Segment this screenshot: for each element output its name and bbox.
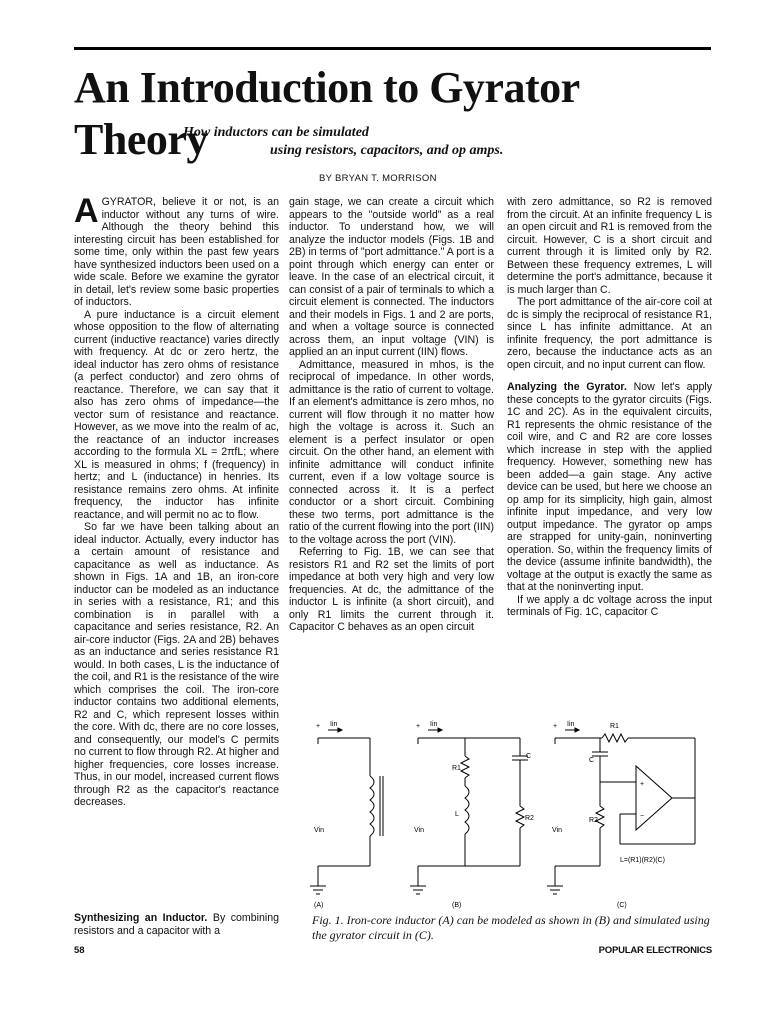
paragraph: If we apply a dc voltage across the input terminals of Fig. 1C, capacitor C [507,593,712,618]
label-vin-c: Vin [552,827,562,834]
label-iin-c: Iin [567,721,575,728]
section-heading: Analyzing the Gyrator. [507,381,627,393]
paragraph: A pure inductance is a circuit element whose opposition to the flow of alternating current (inductive reactance) varies directly with frequency. At dc or zero hertz, the ideal inductor has zero ohms of resistance (a perfect conductor) and zero ohms of reactance. Therefore, we can say that it also has zero ohms of impedance—the vector sum of resistance and reactance. However, as we move into the realm of ac, the reactance of an inductor increases according to the formula XL = 2πfL; where XL is measured in ohms; f (frequency) in hertz; and L (inductance) in henries. Its resistance remains zero ohms. At infinite frequency, the inductor has infinite reactance, and will permit no ac to flow. [74,308,279,521]
paragraph: Analyzing the Gyrator. Now let's apply these concepts to the gyrator circuits (Figs. 1C and 2C). As in the equivalent circuits, R1 represents the ohmic resistance of the coil wire, and C and R2 are core losses which increase in step with the applied frequency. However, something new has been added—a gain stage. Any active device can be used, but here we choose an op amp for its simplicity, high gain, almost infinite input impedance, and very low output impedance. The gyrator op amps are strapped for unity-gain, noninverting operation. So, within the frequency limits of the device (assume infinite bandwidth), the voltage at the output is exactly the same as that at the noninverting input. [507,381,712,593]
label-r1-b: R1 [452,765,461,772]
subtitle-line-1: How inductors can be simulated [183,125,369,140]
label-minus: − [640,813,645,820]
label-formula: L=(R1)(R2)(C) [620,857,665,864]
magazine-name: POPULAR ELECTRONICS [598,945,712,956]
circuit-a [310,728,383,894]
circuit-b [410,728,528,894]
paragraph: with zero admittance, so R2 is removed from the circuit. At an infinite frequency L is an open circuit and R1 is removed from the circuit. However, C is a short circuit and current through it is limited only by R2. Between these frequency extremes, L will determine the port's admittance, because it is much larger than C. [507,196,712,296]
column-2 [289,196,494,634]
top-rule [74,47,711,50]
label-r2-b: R2 [525,815,534,822]
label-iin-b: Iin [430,721,438,728]
label-l-b: L [455,811,459,818]
section-heading: Synthesizing an Inductor. [74,912,208,924]
terminal-plus-b: + [416,723,421,730]
page-number: 58 [74,945,85,956]
label-c: (C) [617,902,627,909]
paragraph: AGYRATOR, believe it or not, is an inductor without any turns of wire. Although the theory behind this interesting circuit has been established for some time, only within the past few years have synthesized inductors been used on a wide scale. Before we examine the gyrator in detail, let's review some basic properties of inductors. [74,192,279,308]
figure-caption: Fig. 1. Iron-core inductor (A) can be modeled as shown in (B) and simulated using the gyrator circuit in (C). [312,913,710,942]
label-c-b: C [526,753,532,760]
paragraph: Admittance, measured in mhos, is the reciprocal of impedance. In other words, admittance is the ratio of current to voltage. If an element's admittance is zero mhos, no current will flow through it no matter how high the voltage is across it. Such an element is a perfect insulator or open circuit. On the other hand, an element with infinite admittance will conduct infinite current, even if a low voltage source is connected across it. It is a perfect conductor or a short circuit. Combining these two terms, port admittance is the ratio of the current flowing into the port (IIN) to the voltage across the port (VIN). [289,358,494,546]
label-vin-a: Vin [314,827,324,834]
label-plus: + [640,781,645,788]
paragraph: So far we have been talking about an ideal inductor. Actually, every inductor has a certain amount of resistance and capacitance as well as inductance. As shown in Figs. 1A and 1B, an iron-core inductor can be modeled as an inductance in series with a resistance, R1; and this combination is in parallel with a capacitance and series resistance, R2. An air-core inductor (Figs. 2A and 2B) behaves as an inductance and series resistance R1 would. In both cases, L is the inductance of the coil, and R1 is the resistance of the wire which comprises the coil. The iron-core inductor contains two additional elements, R2 and C, which represent losses within the core. With dc, there are no core losses, and consequently, our model's C permits no current to flow through R2. At higher and higher frequencies, core losses increase. Thus, in our model, increased current flows through R2 as the capacitor's reactance decreases. [74,521,279,808]
label-r1-c: R1 [610,723,619,730]
subtitle-line-2: using resistors, capacitors, and op amps. [270,143,504,158]
synth-paragraph: Synthesizing an Inductor. By combining resistors and a capacitor with a [74,912,279,937]
paragraph: gain stage, we can create a circuit which appears to the "outside world" as a real inductor. To understand how, we will analyze the inductor models (Figs. 1B and 2B) in terms of "port admittance." A port is a point through which energy can enter or leave. In the case of an electrical circuit, it can consist of a pair of terminals to which a circuit element is connected. The inductors and their models in Figs. 1 and 2 are ports, and when a voltage source is connected across them, an input voltage (VIN) is applied an an input current (IIN) flows. [289,196,494,358]
drop-cap: A [74,192,99,230]
circuit-figure [300,716,720,916]
article-title: An Introduction to Gyrator Theory [74,63,579,164]
paragraph: Referring to Fig. 1B, we can see that resistors R1 and R2 set the limits of port impedance at both very high and very low frequencies. At dc, the admittance of the inductor L is infinite (a short circuit), and only R1 limits the current through it. Capacitor C behaves as an open circuit [289,546,494,633]
label-c-c: C [589,757,595,764]
label-iin-a: Iin [330,721,338,728]
label-b: (B) [452,902,462,909]
circuit-c [547,728,695,894]
column-1 [74,192,279,809]
paragraph: The port admittance of the air-core coil at dc is simply the reciprocal of resistance R1, since L has infinite admittance. At an infinite frequency, the port admittance is zero, because the inductance acts as an open circuit, and no input current can flow. [507,296,712,371]
byline: BY BRYAN T. MORRISON [319,173,437,184]
terminal-plus-a: + [316,723,321,730]
label-r2-c: R2 [589,817,598,824]
column-3 [507,196,712,619]
label-a: (A) [314,902,324,909]
label-vin-b: Vin [414,827,424,834]
terminal-plus-c: + [553,723,558,730]
